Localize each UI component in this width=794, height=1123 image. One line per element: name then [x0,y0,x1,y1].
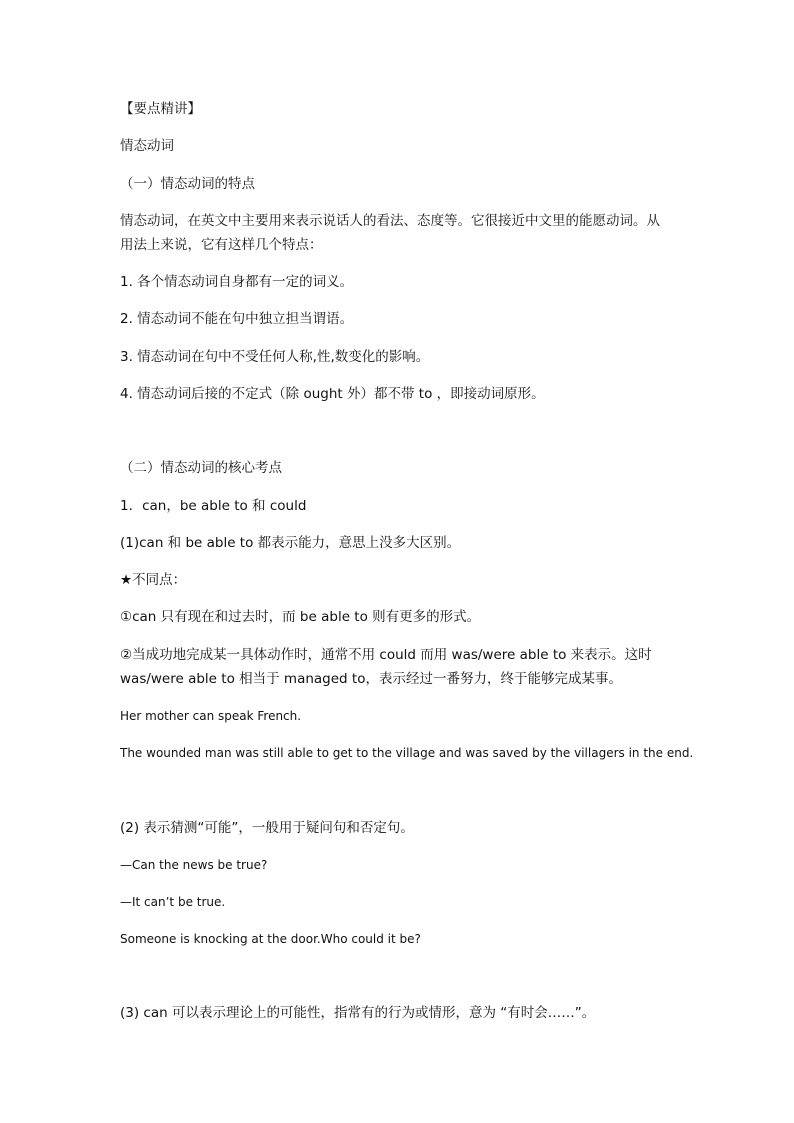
item-1: (1)can 和 be able to 都表示能力，意思上没多大区别。 [120,535,461,551]
section2-title: （二）情态动词的核心考点 [120,460,282,476]
difference-2-line2: was/were able to 相当于 managed to，表示经过一番努力，终于能够完成某事。 [120,671,622,687]
example-2: The wounded man was still able to get to the village and was saved by the villagers in the end. [120,746,694,760]
point-2: 2. 情态动词不能在句中独立担当谓语。 [120,311,354,327]
item-3: (3) can 可以表示理论上的可能性，指常有的行为或情形，意为 “有时会……”。 [120,1005,596,1021]
difference-2-line1: ②当成功地完成某一具体动作时，通常不用 could 而用 was/were able to 来表示。这时 [120,647,652,663]
difference-1: ①can 只有现在和过去时，而 be able to 则有更多的形式。 [120,609,481,625]
point-1: 1. 各个情态动词自身都有一定的词义。 [120,274,354,290]
point-3: 3. 情态动词在句中不受任何人称,性,数变化的影响。 [120,349,430,365]
point-4: 4. 情态动词后接的不定式（除 ought 外）都不带 to ，即接动词原形。 [120,386,545,402]
section2-subtitle: 1．can，be able to 和 could [120,498,307,514]
dialog-line-1: —Can the news be true? [120,858,268,872]
section-heading: 【要点精讲】 [120,101,201,117]
section1-intro-line2: 用法上来说，它有这样几个特点： [120,237,323,253]
example-1: Her mother can speak French. [120,709,302,723]
topic-title: 情态动词 [120,138,174,154]
section1-intro-line1: 情态动词，在英文中主要用来表示说话人的看法、态度等。它很接近中文里的能愿动词。从 [120,213,660,229]
item-2: (2) 表示猜测“可能”，一般用于疑问句和否定句。 [120,820,414,836]
section1-title: （一）情态动词的特点 [120,176,255,192]
difference-label: ★不同点： [120,572,187,588]
example-3: Someone is knocking at the door.Who could it be? [120,932,421,946]
dialog-line-2: —It can’t be true. [120,895,226,909]
